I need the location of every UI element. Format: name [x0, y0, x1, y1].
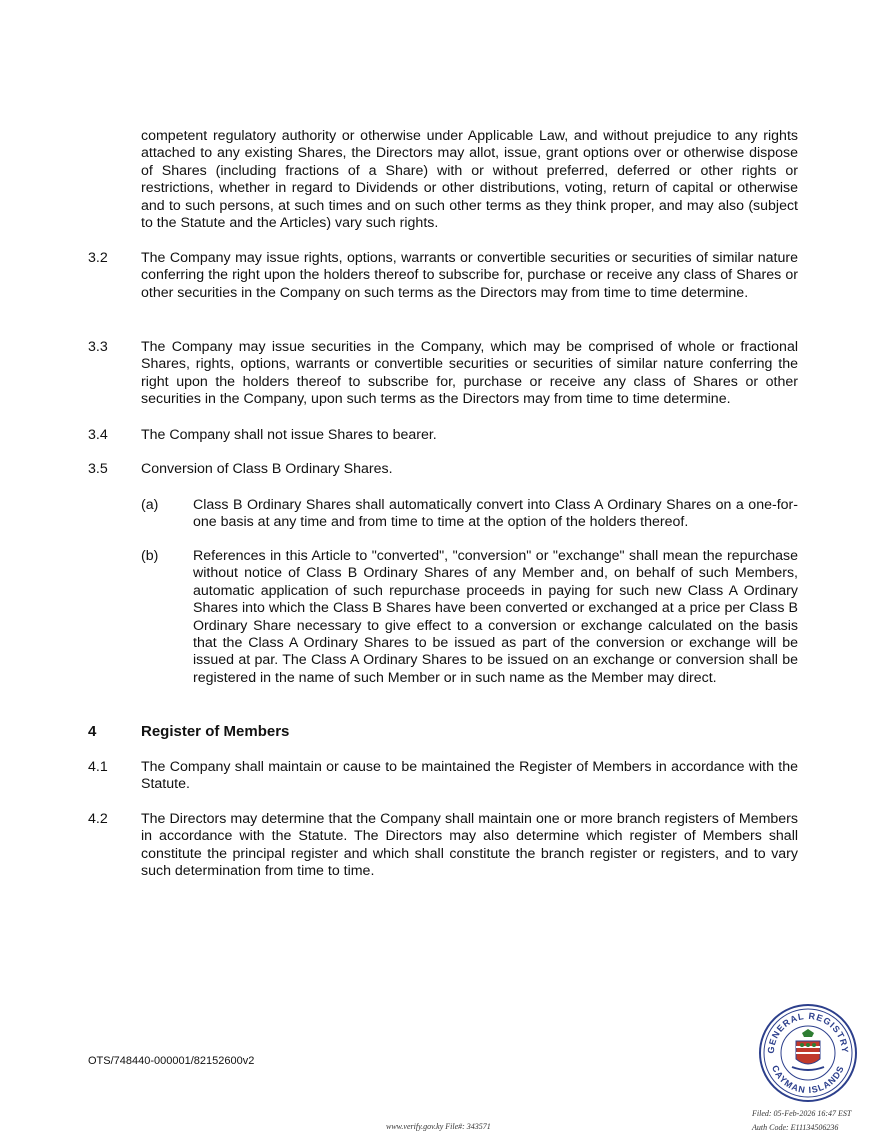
seal-top-text: GENERAL REGISTRY — [765, 1010, 851, 1054]
verify-url: www.verify.gov.ky File#: 343571 — [386, 1122, 491, 1131]
document-reference: OTS/748440-000001/82152600v2 — [88, 1055, 255, 1067]
filed-date: Filed: 05-Feb-2026 16:47 EST — [752, 1109, 852, 1118]
registry-seal-icon — [756, 1003, 860, 1103]
section-number: 4.1 — [88, 759, 108, 775]
section-number: 3.3 — [88, 339, 108, 355]
heading-title: Register of Members — [141, 723, 290, 740]
section-text: The Company may issue securities in the Company, which may be comprised of whole or fractional Shares, rights, options, warrants or convertible securities or securities of similar nature conferring the right upon the holders thereof to subscribe for, purchase or receive any class of Shares or other securities in the Company, upon such terms as the Directors may from time to time determine. — [141, 339, 798, 408]
section-text: The Company shall not issue Shares to bearer. — [141, 427, 437, 443]
section-text: The Company may issue rights, options, warrants or convertible securities or securities of similar nature conferring the right upon the holders thereof to subscribe for, purchase or receive any class of Shares or other securities in the Company on such terms as the Directors may from time to time determine. — [141, 250, 798, 301]
section-text: The Company shall maintain or cause to be maintained the Register of Members in accordance with the Statute. — [141, 759, 798, 793]
section-text: Conversion of Class B Ordinary Shares. — [141, 461, 393, 477]
subsection-number: (a) — [141, 497, 159, 513]
subsection-text: Class B Ordinary Shares shall automatically convert into Class A Ordinary Shares on a one-for-one basis at any time and from time to time at the option of the holders thereof. — [193, 497, 798, 531]
filed-stamp — [752, 1107, 862, 1135]
section-number: 4.2 — [88, 811, 108, 827]
section-text: The Directors may determine that the Company shall maintain one or more branch registers of Members in accordance with the Statute. The Directors may also determine which register of Members shall constitute the principal register and which shall constitute the branch register or registers, and to vary such determination from time to time. — [141, 811, 798, 880]
subsection-number: (b) — [141, 548, 159, 564]
auth-code: Auth Code: E11134506236 — [752, 1123, 839, 1132]
subsection-text: References in this Article to "converted", "conversion" or "exchange" shall mean the repurchase without notice of Class B Ordinary Shares of any Member and, on behalf of such Members, automatic application of such repurchase proceeds in paying for such new Class A Ordinary Shares into which the Class B Shares have been converted or exchanged at a price per Class B Ordinary Share necessary to give effect to a conversion or exchange calculated on the basis that the Class A Ordinary Shares to be issued as part of the conversion or exchange will be issued at par. The Class A Ordinary Shares to be issued on an exchange or conversion shall be registered in the name of such Member or in such name as the Member may direct. — [193, 548, 798, 686]
seal-bottom-text: CAYMAN ISLANDS — [769, 1063, 847, 1096]
section-number: 3.2 — [88, 250, 108, 266]
heading-number: 4 — [88, 723, 97, 740]
section-number: 3.4 — [88, 427, 108, 443]
continuation-paragraph: competent regulatory authority or otherwise under Applicable Law, and without prejudice to any rights attached to any existing Shares, the Directors may allot, issue, grant options over or otherwise dispose of Shares (including fractions of a Share) with or without preferred, deferred or other rights or restrictions, whether in regard to Dividends or other distributions, voting, return of capital or otherwise and to such persons, at such times and on such other terms as they think proper, and may also (subject to the Statute and the Articles) vary such rights. — [141, 128, 798, 232]
section-number: 3.5 — [88, 461, 108, 477]
